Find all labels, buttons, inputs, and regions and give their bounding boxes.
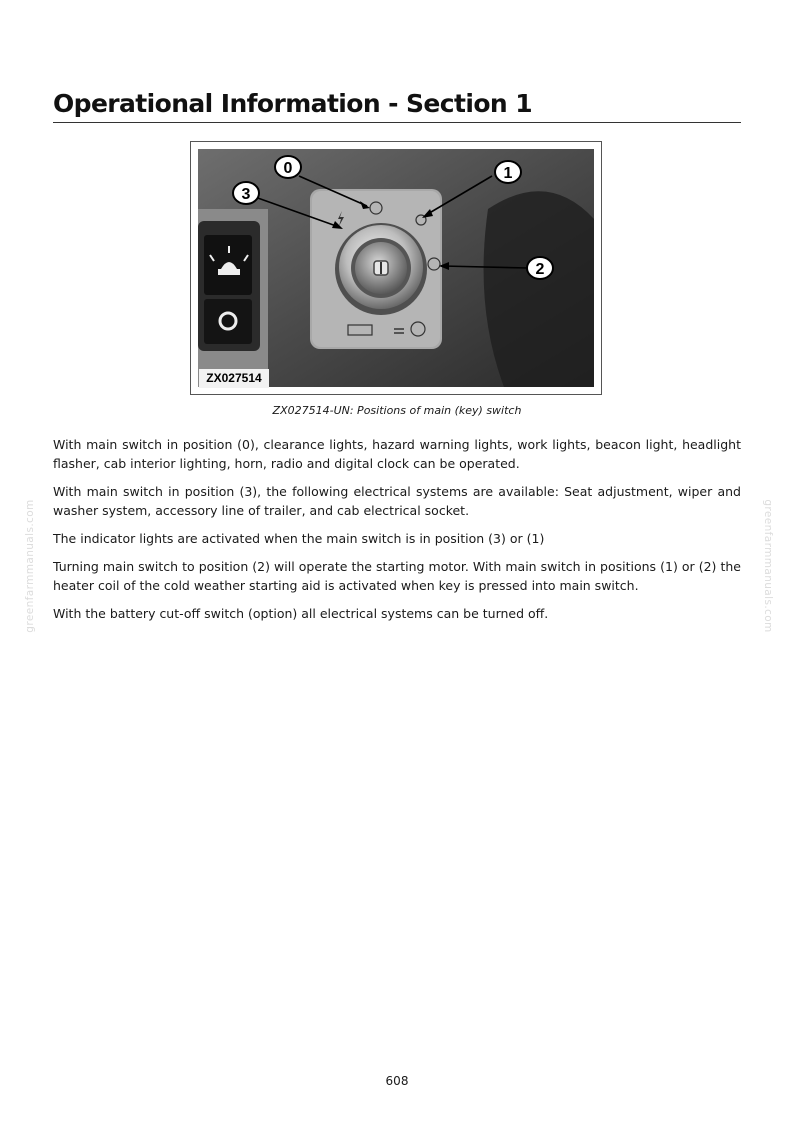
title-divider [53, 122, 741, 123]
page-title: Operational Information - Section 1 [53, 89, 532, 118]
page-number: 608 [385, 1074, 409, 1088]
callout-3-marker [233, 182, 259, 204]
callout-1-label: 1 [503, 165, 513, 182]
callout-2-label: 2 [535, 261, 545, 278]
callout-2-marker [527, 257, 553, 279]
watermark-right: greenfarmmanuals.com [762, 499, 774, 633]
figure-id-label: ZX027514 [199, 369, 269, 388]
paragraph: The indicator lights are activated when the main switch is in position (3) or (1) [53, 531, 545, 546]
paragraph: With the battery cut-off switch (option) all electrical systems can be turned off. [53, 606, 549, 621]
figure-caption: ZX027514-UN: Positions of main (key) switch [272, 404, 522, 417]
callout-0-marker [275, 156, 301, 178]
callout-1-marker [495, 161, 521, 183]
callout-0-label: 0 [283, 160, 293, 177]
paragraph: With main switch in position (3), the following electrical systems are available: Seat adjustment, wiper and washer system, accessory line of trailer, and cab electrical socket. [53, 484, 741, 518]
figure-frame [190, 141, 602, 395]
paragraph: With main switch in position (0), clearance lights, hazard warning lights, work lights, beacon light, headlight flasher, cab interior lighting, horn, radio and digital clock can be operated. [53, 437, 741, 471]
watermark-left: greenfarmmanuals.com [24, 499, 36, 633]
paragraph: Turning main switch to position (2) will operate the starting motor. With main switch in positions (1) or (2) the heater coil of the cold weather starting aid is activated when key is pressed into main switch. [53, 559, 741, 593]
callout-3-label: 3 [241, 186, 251, 203]
body-text [53, 435, 741, 632]
key-switch-photo [198, 149, 594, 387]
